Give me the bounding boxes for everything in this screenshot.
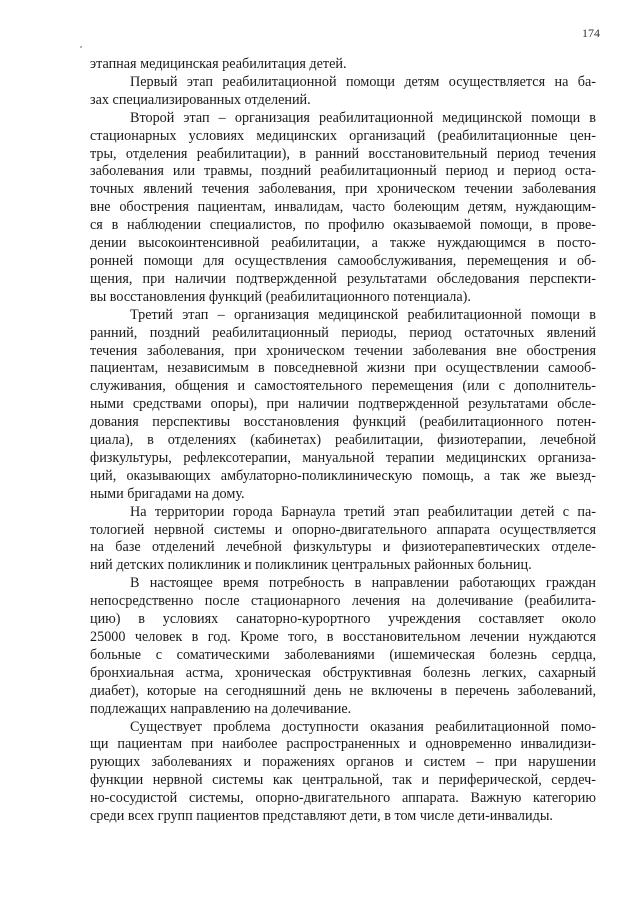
page-number: 174 xyxy=(582,26,600,40)
text-line: Существует проблема доступности оказания реабилитационной помо- xyxy=(130,718,596,735)
paragraph xyxy=(90,719,596,826)
text-line: ций, оказывающих амбулаторно-поликлиническую помощь, а так же выезд- xyxy=(90,467,596,484)
text-line: Первый этап реабилитационной помощи детям осуществляется на ба- xyxy=(130,73,596,90)
text-line: ний детских поликлиник и поликлиник центральных районных больниц. xyxy=(90,557,532,574)
text-line: точных явлений течения заболевания, при хроническом течении заболевания xyxy=(90,181,596,198)
text-line: но-сосудистой системы, опорно-двигательного аппарата. Важную категорию xyxy=(90,790,596,807)
text-line: ронней помощи для осуществления самообслуживания, перемещения и об- xyxy=(90,252,596,269)
text-line: ными бригадами на дому. xyxy=(90,485,245,502)
text-line: тологией нервной системы и опорно-двигательного аппарата осуществляется xyxy=(90,521,596,538)
paragraph xyxy=(90,307,596,504)
text-line: вы восстановления функций (реабилитационного потенциала). xyxy=(90,288,471,305)
text-line: щения, при наличии подтвержденной результатами обследования перспекти- xyxy=(90,270,596,287)
text-line: дении высокоинтенсивной реабилитации, а также нуждающимся в посто- xyxy=(90,235,596,252)
text-line: физкультуры, рефлексотерапии, мануальной терапии медицинских организа- xyxy=(90,449,596,466)
text-line: среди всех групп пациентов представляют дети, в том числе дети-инвалиды. xyxy=(90,808,553,825)
text-line: бронхиальная астма, хроническая обструктивная болезнь легких, сахарный xyxy=(90,664,596,681)
text-line: дования перспективы восстановления функций (реабилитационного потен- xyxy=(90,414,596,431)
text-line: на базе отделений лечебной физкультуры и физиотерапевтических отделе- xyxy=(90,539,596,556)
paragraph xyxy=(90,56,596,74)
text-line: Второй этап – организация реабилитационной медицинской помощи в xyxy=(130,109,596,126)
text-line: щи пациентам при наиболее распространенных и одновременно инвалидизи- xyxy=(90,736,596,753)
text-line: непосредственно после стационарного лечения на долечивание (реабилита- xyxy=(90,593,596,610)
text-line: диабет), которые на сегодняшний день не включены в перечень заболеваний, xyxy=(90,682,596,699)
text-line: вне обострения пациентам, инвалидам, часто болеющим детям, нуждающим- xyxy=(90,199,596,216)
paragraph xyxy=(90,575,596,718)
text-line: циала), в отделениях (кабинетах) реабилитации, физиотерапии, лечебной xyxy=(90,432,596,449)
paragraph xyxy=(90,74,596,110)
page-body-text xyxy=(90,56,596,826)
text-line: стационарных условиях медицинских организаций (реабилитационные цен- xyxy=(90,127,596,144)
text-line: заболевания или травмы, поздний реабилитационный период и период оста- xyxy=(90,163,596,180)
text-line: ся в наблюдении специалистов, по профилю оказываемой помощи, в прове- xyxy=(90,217,596,234)
text-line: ранний, поздний реабилитационный периоды, период остаточных явлений xyxy=(90,324,596,341)
text-line: пациентам, независимым в повседневной жизни при осуществлении самооб- xyxy=(90,360,596,377)
text-line: этапная медицинская реабилитация детей. xyxy=(90,56,347,72)
text-line: ными средствами опоры), при наличии подтвержденной результатами обсле- xyxy=(90,396,596,413)
text-line: служивания, общения и самостоятельного перемещения (или с дополнитель- xyxy=(90,378,596,395)
text-line: Третий этап – организация медицинской реабилитационной помощи в xyxy=(130,306,596,323)
text-line: тры, отделения реабилитации), в ранний восстановительный период течения xyxy=(90,145,596,162)
text-line: течения заболевания, при хроническом течении заболевания вне обострения xyxy=(90,342,596,359)
text-line: подлежащих направлению на долечивание. xyxy=(90,700,352,717)
text-line: 25000 человек в год. Кроме того, в восстановительном лечении нуждаются xyxy=(90,629,596,645)
text-line: рующих заболеваниях и поражениях органов и систем – при нарушении xyxy=(90,754,596,771)
paragraph xyxy=(90,504,596,576)
text-line: зах специализированных отделений. xyxy=(90,91,311,108)
paragraph xyxy=(90,110,596,307)
text-line: На территории города Барнаула третий этап реабилитации детей с па- xyxy=(130,503,596,520)
text-line: функции нервной системы как центральной, так и периферической, сердеч- xyxy=(90,772,596,789)
text-line: больные с соматическими заболеваниями (ишемическая болезнь сердца, xyxy=(90,646,596,663)
scan-speck xyxy=(80,46,82,48)
text-line: В настоящее время потребность в направлении работающих граждан xyxy=(130,575,596,592)
text-line: цию) в условиях санаторно-курортного учреждения составляет около xyxy=(90,611,596,628)
